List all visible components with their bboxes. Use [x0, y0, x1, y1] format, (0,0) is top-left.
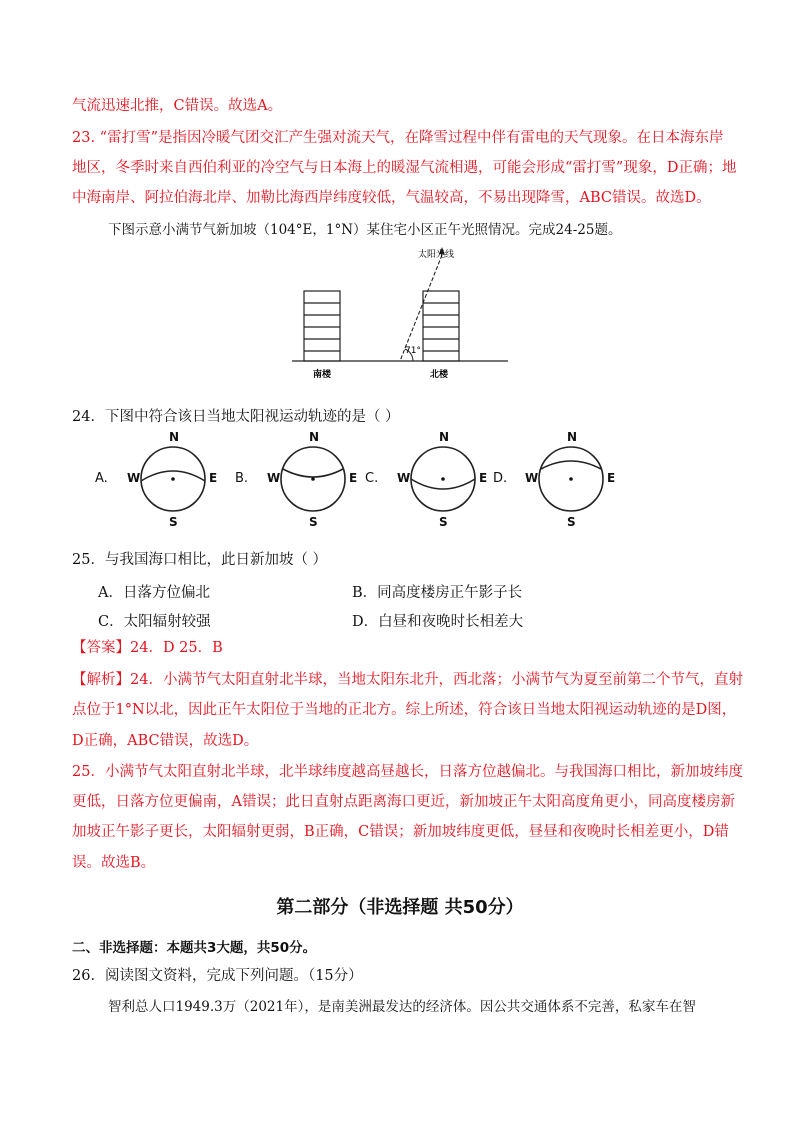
south-building — [304, 291, 340, 361]
compass-n-label: N — [439, 430, 450, 444]
observer-dot — [311, 477, 315, 481]
compass-e-label: E — [479, 471, 488, 485]
compass-s-label: S — [169, 515, 178, 529]
observer-dot — [569, 477, 573, 481]
sun-path-diagram — [531, 439, 611, 519]
north-building-label: 北楼 — [430, 370, 449, 380]
sun-path-diagram — [403, 439, 483, 519]
analysis-line: 加坡正午影子更长，太阳辐射更弱，B正确，C错误；新加坡纬度更低，昼昼和夜晚时长相差更小，D错 — [72, 824, 729, 840]
sun-ray-label: 太阳光线 — [418, 250, 455, 260]
explanation-line: 气流迅速北推，C错误。故选A。 — [72, 98, 283, 114]
compass-w-label: W — [127, 471, 141, 485]
analysis-line: D正确，ABC错误，故选D。 — [72, 733, 259, 749]
compass-w-label: W — [525, 471, 539, 485]
south-building-label: 南楼 — [313, 370, 332, 380]
sun-path-diagram — [273, 439, 353, 519]
answer-line: 【答案】24．D 25．B — [72, 640, 223, 656]
question-24: 24．下图中符合该日当地太阳视运动轨迹的是（ ） — [72, 409, 400, 425]
analysis-line: 25．小满节气太阳直射北半球，北半球纬度越高昼越长，日落方位越偏北。与我国海口相比，新加坡纬度 — [72, 764, 743, 780]
part2-heading: 二、非选择题：本题共3大题，共50分。 — [72, 940, 317, 956]
explanation-line: 23. “雷打雪”是指因冷暖气团交汇产生强对流天气，在降雪过程中伴有雷电的天气现象。在日本海东岸 — [72, 130, 724, 146]
sun-path-arc — [283, 469, 343, 477]
analysis-line: 更低，日落方位更偏南，A错误；此日直射点距离海口更近，新加坡正午太阳高度角更小，同高度楼房新 — [72, 794, 735, 810]
observer-dot — [441, 477, 445, 481]
compass-e-label: E — [349, 471, 358, 485]
compass-w-label: W — [397, 471, 411, 485]
analysis-line: 点位于1°N以北，因此正午太阳位于当地的正北方。综上所述，符合该日当地太阳视运动轨迹的是D图， — [72, 702, 737, 718]
sun-path-arc — [541, 461, 601, 469]
explanation-line: 中海南岸、阿拉伯海北岸、加勒比海西岸纬度较低，气温较高，不易出现降雪，ABC错误。故选D。 — [72, 190, 711, 206]
building-shadow-diagram — [290, 245, 520, 385]
compass-w-label: W — [267, 471, 281, 485]
angle-label: 71° — [405, 346, 421, 356]
sun-path-diagram — [133, 439, 213, 519]
question-25: 25．与我国海口相比，此日新加坡（ ） — [72, 552, 328, 568]
option-24-letter: D. — [493, 471, 508, 486]
compass-e-label: E — [607, 471, 616, 485]
option-25-a: A．日落方位偏北 — [98, 585, 210, 601]
explanation-line: 地区，冬季时来自西伯利亚的冷空气与日本海上的暖湿气流相遇，可能会形成“雷打雪”现象，D正确；地 — [72, 160, 737, 176]
option-25-b: B．同高度楼房正午影子长 — [352, 585, 523, 601]
compass-s-label: S — [439, 515, 448, 529]
observer-dot — [171, 477, 175, 481]
question-intro: 下图示意小满节气新加坡（104°E，1°N）某住宅小区正午光照情况。完成24-25题。 — [108, 222, 622, 238]
compass-s-label: S — [309, 515, 318, 529]
compass-n-label: N — [309, 430, 320, 444]
section-title: 第二部分（非选择题 共50分） — [276, 897, 524, 918]
compass-n-label: N — [567, 430, 578, 444]
north-building — [423, 291, 459, 361]
compass-s-label: S — [567, 515, 576, 529]
compass-n-label: N — [169, 430, 180, 444]
option-24-letter: A. — [95, 471, 108, 486]
analysis-line: 【解析】24．小满节气太阳直射北半球，当地太阳东北升，西北落；小满节气为夏至前第二个节气，直射 — [72, 672, 743, 688]
question-26-text: 智利总人口1949.3万（2021年），是南美洲最发达的经济体。因公共交通体系不完善，私家车在智 — [108, 999, 696, 1015]
option-24-letter: C. — [365, 471, 379, 486]
option-25-d: D．白昼和夜晚时长相差大 — [352, 614, 524, 630]
compass-e-label: E — [209, 471, 218, 485]
question-26: 26．阅读图文资料，完成下列问题。（15分） — [72, 968, 363, 984]
option-25-c: C．太阳辐射较强 — [98, 614, 211, 630]
option-24-letter: B. — [235, 471, 249, 486]
analysis-line: 误。故选B。 — [72, 855, 156, 871]
